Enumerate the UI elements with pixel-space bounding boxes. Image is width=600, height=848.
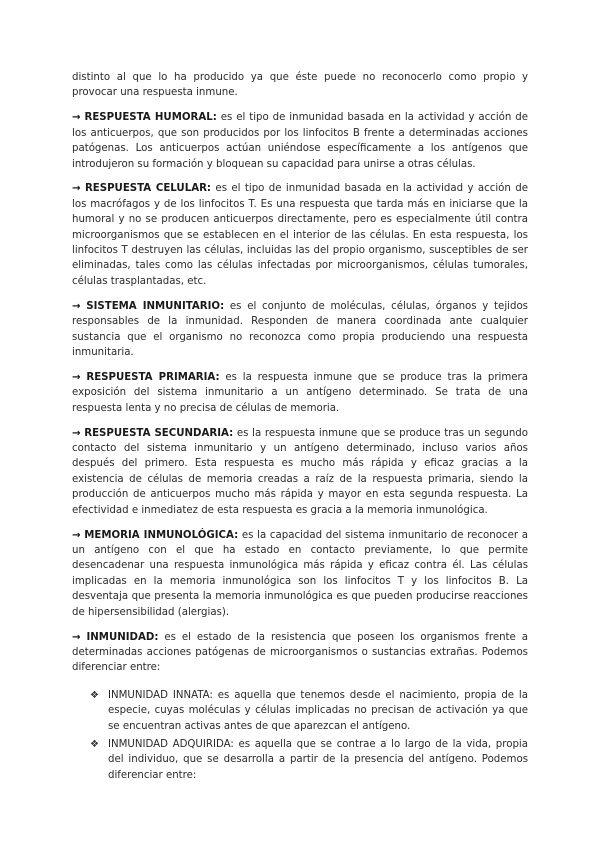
arrow-icon: → — [72, 529, 81, 541]
arrow-icon: → — [72, 631, 81, 643]
term-label: RESPUESTA HUMORAL: — [84, 112, 217, 124]
term-label: RESPUESTA CELULAR: — [84, 183, 212, 195]
list-item-text: INMUNIDAD INNATA: es aquella que tenemos desde el nacimiento, propia de la especie, cuyas moléculas y células implicadas no precisan de activación ya que se encuentran activas antes de que aparezcan el antígeno. — [108, 689, 528, 732]
immunity-types-list — [72, 688, 528, 783]
document-page — [72, 70, 528, 786]
definition-respuesta-celular — [72, 181, 528, 289]
diamond-bullet-icon: ❖ — [90, 689, 99, 701]
list-item-text: INMUNIDAD ADQUIRIDA: es aquella que se contrae a lo largo de la vida, propia del individuo, que se desarrolla a partir de la presencia del antígeno. Podemos diferenciar entre: — [108, 738, 528, 781]
definition-text: es el tipo de inmunidad basada en la actividad y acción de los macrófagos y de los linfocitos T. Es una respuesta que tarda más en iniciarse que la humoral y no se producen anticuerpos directamente, pero es especialmente útil contra microorganismos que se establecen en el interior de las células. En esta respuesta, los linfocitos T destruyen las células, incluidas las del propio organismo, susceptibles de ser eliminadas, tales como las células infectadas por microorganismos, células tumorales, células trasplantadas, etc. — [72, 183, 529, 287]
definition-respuesta-humoral — [72, 110, 528, 172]
term-label: MEMORIA INMUNOLÓGICA: — [84, 529, 239, 541]
definition-inmunidad — [72, 630, 528, 676]
term-label: SISTEMA INMUNITARIO: — [86, 300, 225, 312]
intro-paragraph: distinto al que lo ha producido ya que éste puede no reconocerlo como propio y provocar una respuesta inmune. — [72, 72, 528, 99]
diamond-bullet-icon: ❖ — [90, 738, 99, 750]
arrow-icon: → — [72, 300, 81, 312]
definition-text: es la respuesta inmune que se produce tras un segundo contacto del sistema inmunitario y un antígeno determinado, incluso varios años después del primero. Esta respuesta es mucho más rápida y eficaz gracias a la existencia de células de memoria creadas a raíz de la respuesta primaria, siendo la producción de anticuerpos mucho más rápida y mayor en esta segunda respuesta. La efectividad e inmediatez de esta respuesta es gracia a la memoria inmunológica. — [72, 427, 528, 516]
definition-respuesta-secundaria — [72, 426, 528, 518]
definition-text: es la respuesta inmune que se produce tras la primera exposición del sistema inmunitario a un antígeno determinado. Se trata de una respuesta lenta y no precisa de células de memoria. — [72, 371, 528, 414]
definition-memoria-inmunologica — [72, 528, 528, 620]
arrow-icon: → — [72, 371, 81, 383]
definition-text: es la capacidad del sistema inmunitario de reconocer a un antígeno con el que ha estado en contacto previamente, lo que permite desencadenar una respuesta inmunológica más rápida y eficaz contra él. Las células implicadas en la memoria inmunológica son los linfocitos T y los linfocitos B. La desventaja que presenta la memoria inmunológica es que pueden producirse reacciones de hipersensibilidad (alergias). — [72, 529, 528, 618]
definition-respuesta-primaria — [72, 370, 528, 416]
definition-sistema-inmunitario — [72, 299, 528, 361]
definition-text: es el estado de la resistencia que poseen los organismos frente a determinadas acciones patógenas de microorganismos o sustancias extrañas. Podemos diferenciar entre: — [72, 631, 528, 674]
term-label: RESPUESTA PRIMARIA: — [86, 371, 220, 383]
arrow-icon: → — [72, 183, 81, 195]
term-label: RESPUESTA SECUNDARIA: — [84, 427, 234, 439]
list-item-inmunidad-innata — [86, 688, 528, 734]
definition-text: es el tipo de inmunidad basada en la actividad y acción de los anticuerpos, que son producidos por los linfocitos B frente a determinadas acciones patógenas. Los anticuerpos actúan uniéndose específicamente a los antígenos que introdujeron su formación y bloquean su capacidad para unirse a otras células. — [72, 112, 528, 170]
definition-text: es el conjunto de moléculas, células, órganos y tejidos responsables de la inmunidad. Responden de manera coordinada ante cualquier sustancia que el organismo no reconozca como propia produciendo una respuesta inmunitaria. — [72, 300, 528, 358]
arrow-icon: → — [72, 427, 81, 439]
term-label: INMUNIDAD: — [86, 631, 159, 643]
arrow-icon: → — [72, 112, 81, 124]
list-item-inmunidad-adquirida — [86, 737, 528, 783]
